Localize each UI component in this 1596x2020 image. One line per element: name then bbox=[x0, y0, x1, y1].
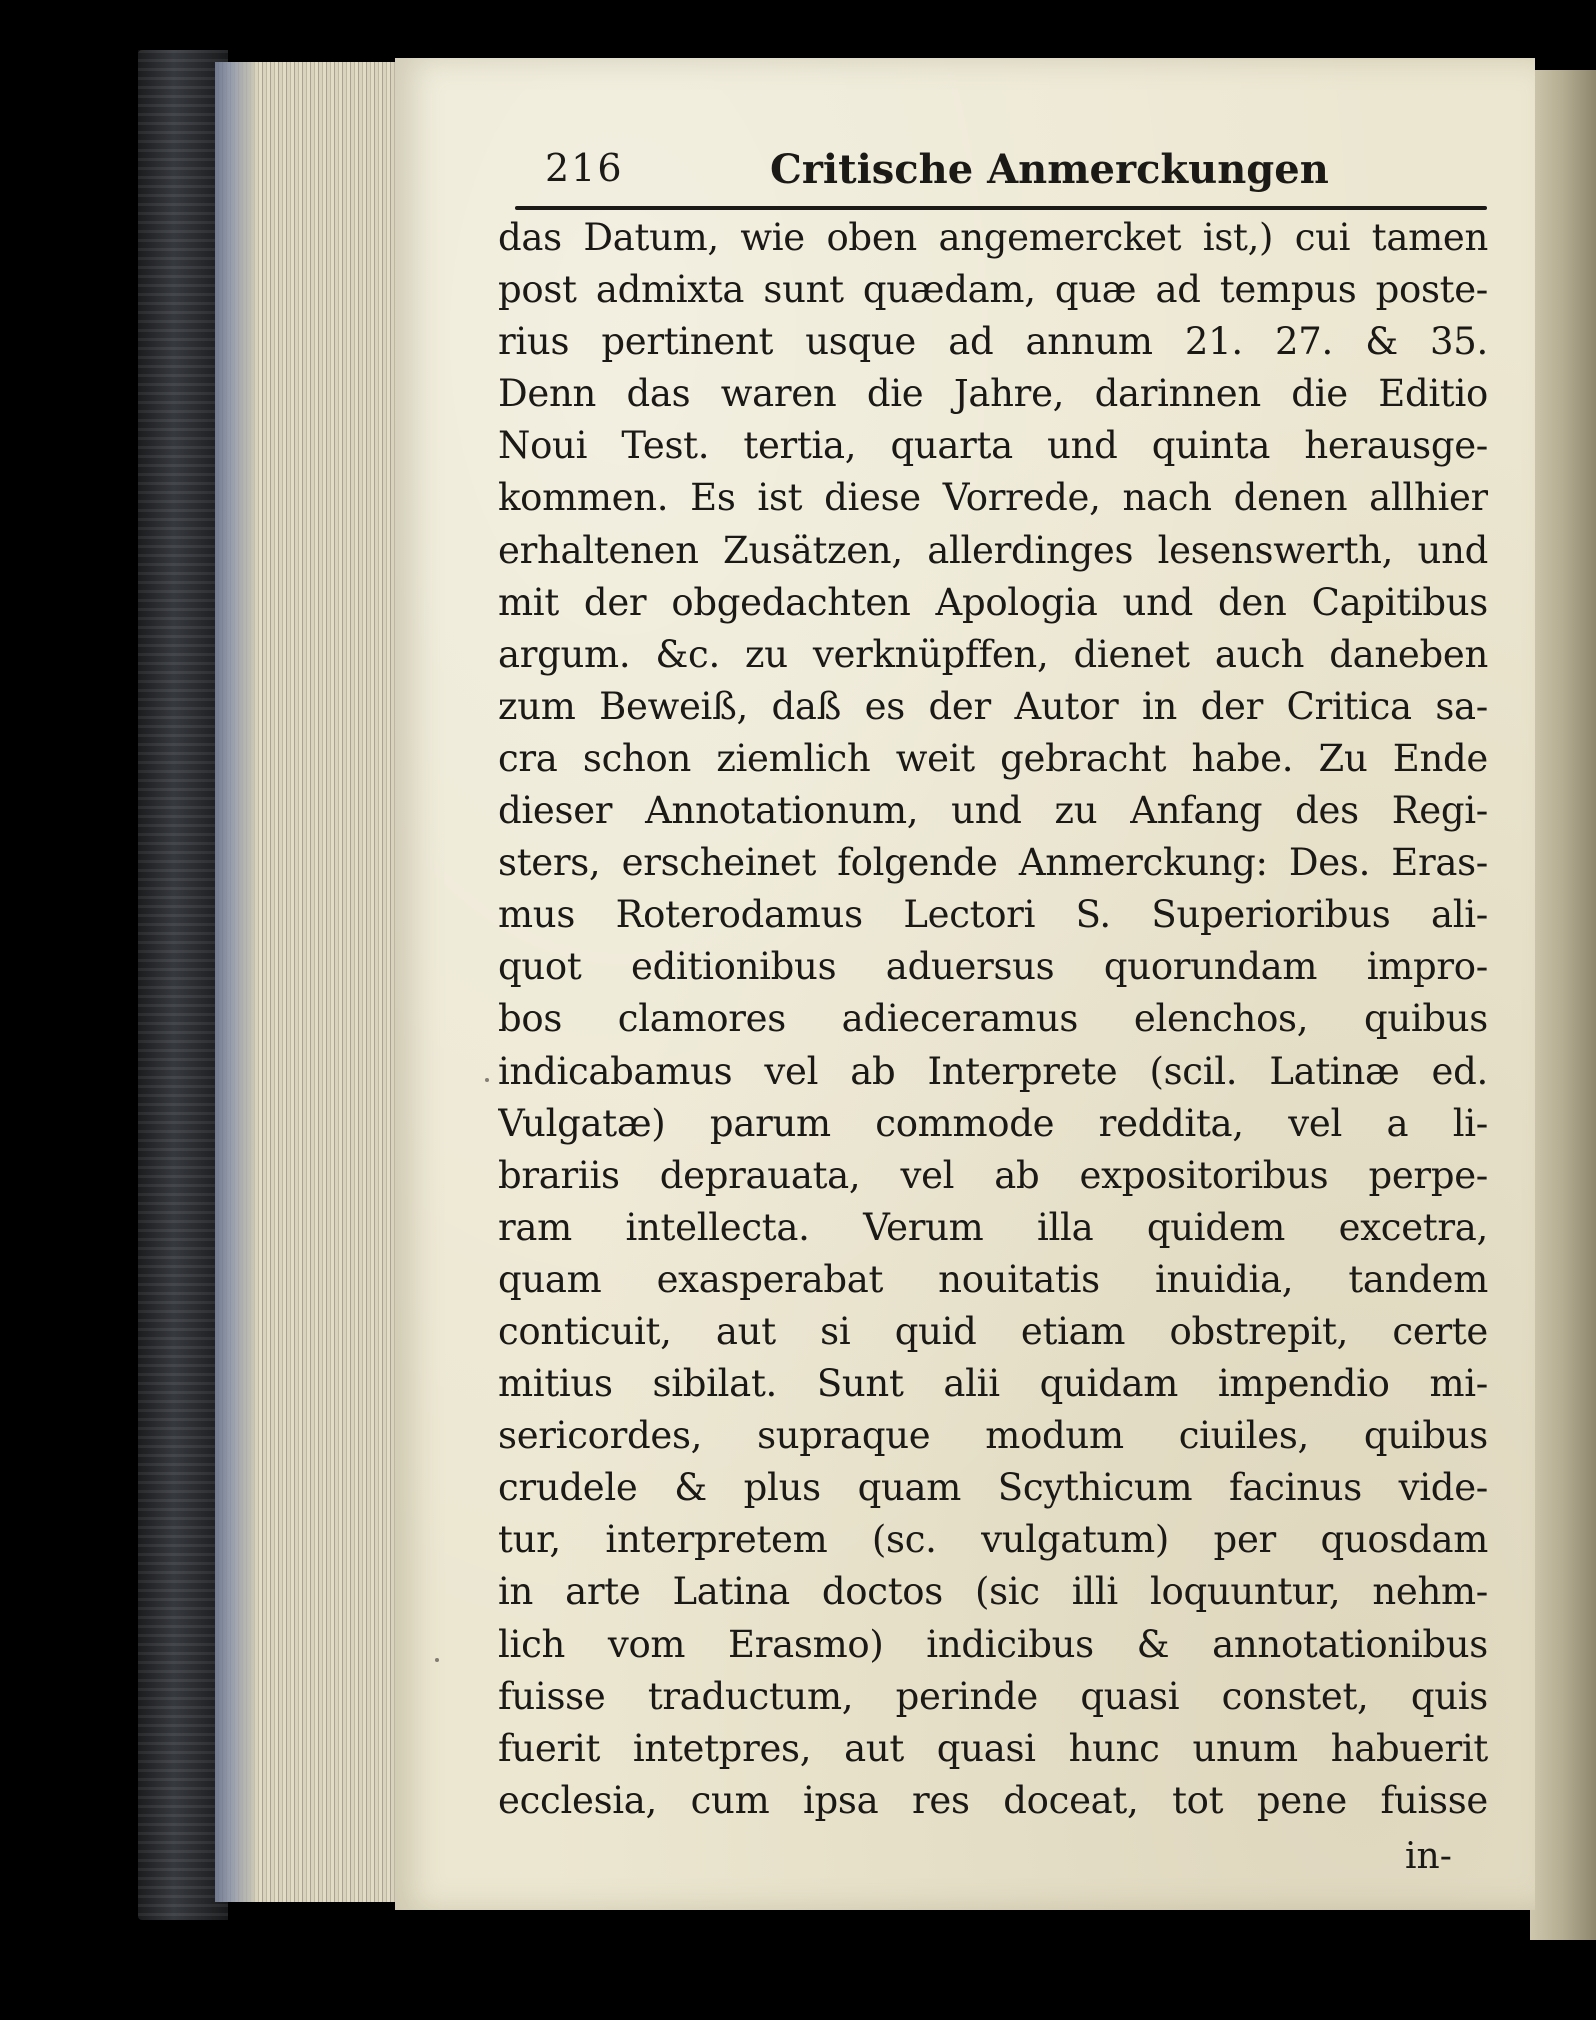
catchword: in- bbox=[1405, 1836, 1452, 1877]
text-line: Vulgatæ) parum commode reddita, vel a li- bbox=[498, 1101, 1488, 1145]
header-rule bbox=[515, 206, 1487, 210]
text-line: argum. &c. zu verknüpffen, dienet auch daneben bbox=[498, 632, 1488, 676]
body-text bbox=[498, 212, 1488, 1827]
paper-speck bbox=[435, 1658, 439, 1662]
running-title: Critische Anmerckungen bbox=[770, 146, 1329, 193]
text-line: in arte Latina doctos (sic illi loquuntur, nehm- bbox=[498, 1570, 1488, 1614]
text-line: post admixta sunt quædam, quæ ad tempus poste- bbox=[498, 268, 1488, 312]
text-line: bos clamores adieceramus elenchos, quibus bbox=[498, 997, 1488, 1041]
page-number: 216 bbox=[545, 146, 624, 190]
page-edges bbox=[215, 62, 405, 1902]
text-line: conticuit, aut si quid etiam obstrepit, certe bbox=[498, 1309, 1488, 1353]
text-line: zum Beweiß, daß es der Autor in der Critica sa- bbox=[498, 684, 1488, 728]
text-line: quot editionibus aduersus quorundam impro- bbox=[498, 945, 1488, 989]
text-line: Noui Test. tertia, quarta und quinta herausge- bbox=[498, 424, 1488, 468]
text-line: erhaltenen Zusätzen, allerdinges lesenswerth, und bbox=[498, 528, 1488, 572]
text-line: ecclesia, cum ipsa res doceat, tot pene fuisse bbox=[498, 1778, 1488, 1822]
text-line: mus Roterodamus Lectori S. Superioribus ali- bbox=[498, 893, 1488, 937]
text-line: sericordes, supraque modum ciuiles, quibus bbox=[498, 1414, 1488, 1458]
text-line: quam exasperabat nouitatis inuidia, tandem bbox=[498, 1257, 1488, 1301]
text-line: Denn das waren die Jahre, darinnen die Editio bbox=[498, 372, 1488, 416]
text-line: indicabamus vel ab Interprete (scil. Latinæ ed. bbox=[498, 1049, 1488, 1093]
text-line: brariis deprauata, vel ab expositoribus perpe- bbox=[498, 1153, 1488, 1197]
text-line: rius pertinent usque ad annum 21. 27. & 35. bbox=[498, 320, 1488, 364]
running-head bbox=[545, 140, 1465, 198]
text-line: dieser Annotationum, und zu Anfang des Regi- bbox=[498, 789, 1488, 833]
text-line: mit der obgedachten Apologia und den Capitibus bbox=[498, 580, 1488, 624]
text-line: fuisse traductum, perinde quasi constet, quis bbox=[498, 1674, 1488, 1718]
text-line: fuerit intetpres, aut quasi hunc unum habuerit bbox=[498, 1726, 1488, 1770]
text-line: lich vom Erasmo) indicibus & annotationibus bbox=[498, 1622, 1488, 1666]
text-line: crudele & plus quam Scythicum facinus vide- bbox=[498, 1466, 1488, 1510]
paper-speck bbox=[485, 1078, 489, 1082]
text-line: tur, interpretem (sc. vulgatum) per quosdam bbox=[498, 1518, 1488, 1562]
text-line: sters, erscheinet folgende Anmerckung: Des. Eras- bbox=[498, 841, 1488, 885]
text-line: cra schon ziemlich weit gebracht habe. Zu Ende bbox=[498, 736, 1488, 780]
text-line: ram intellecta. Verum illa quidem excetra, bbox=[498, 1205, 1488, 1249]
text-line: das Datum, wie oben angemercket ist,) cui tamen bbox=[498, 216, 1488, 259]
text-line: mitius sibilat. Sunt alii quidam impendio mi- bbox=[498, 1362, 1488, 1406]
text-line: kommen. Es ist diese Vorrede, nach denen allhier bbox=[498, 476, 1488, 520]
next-page-edge bbox=[1530, 70, 1596, 1940]
